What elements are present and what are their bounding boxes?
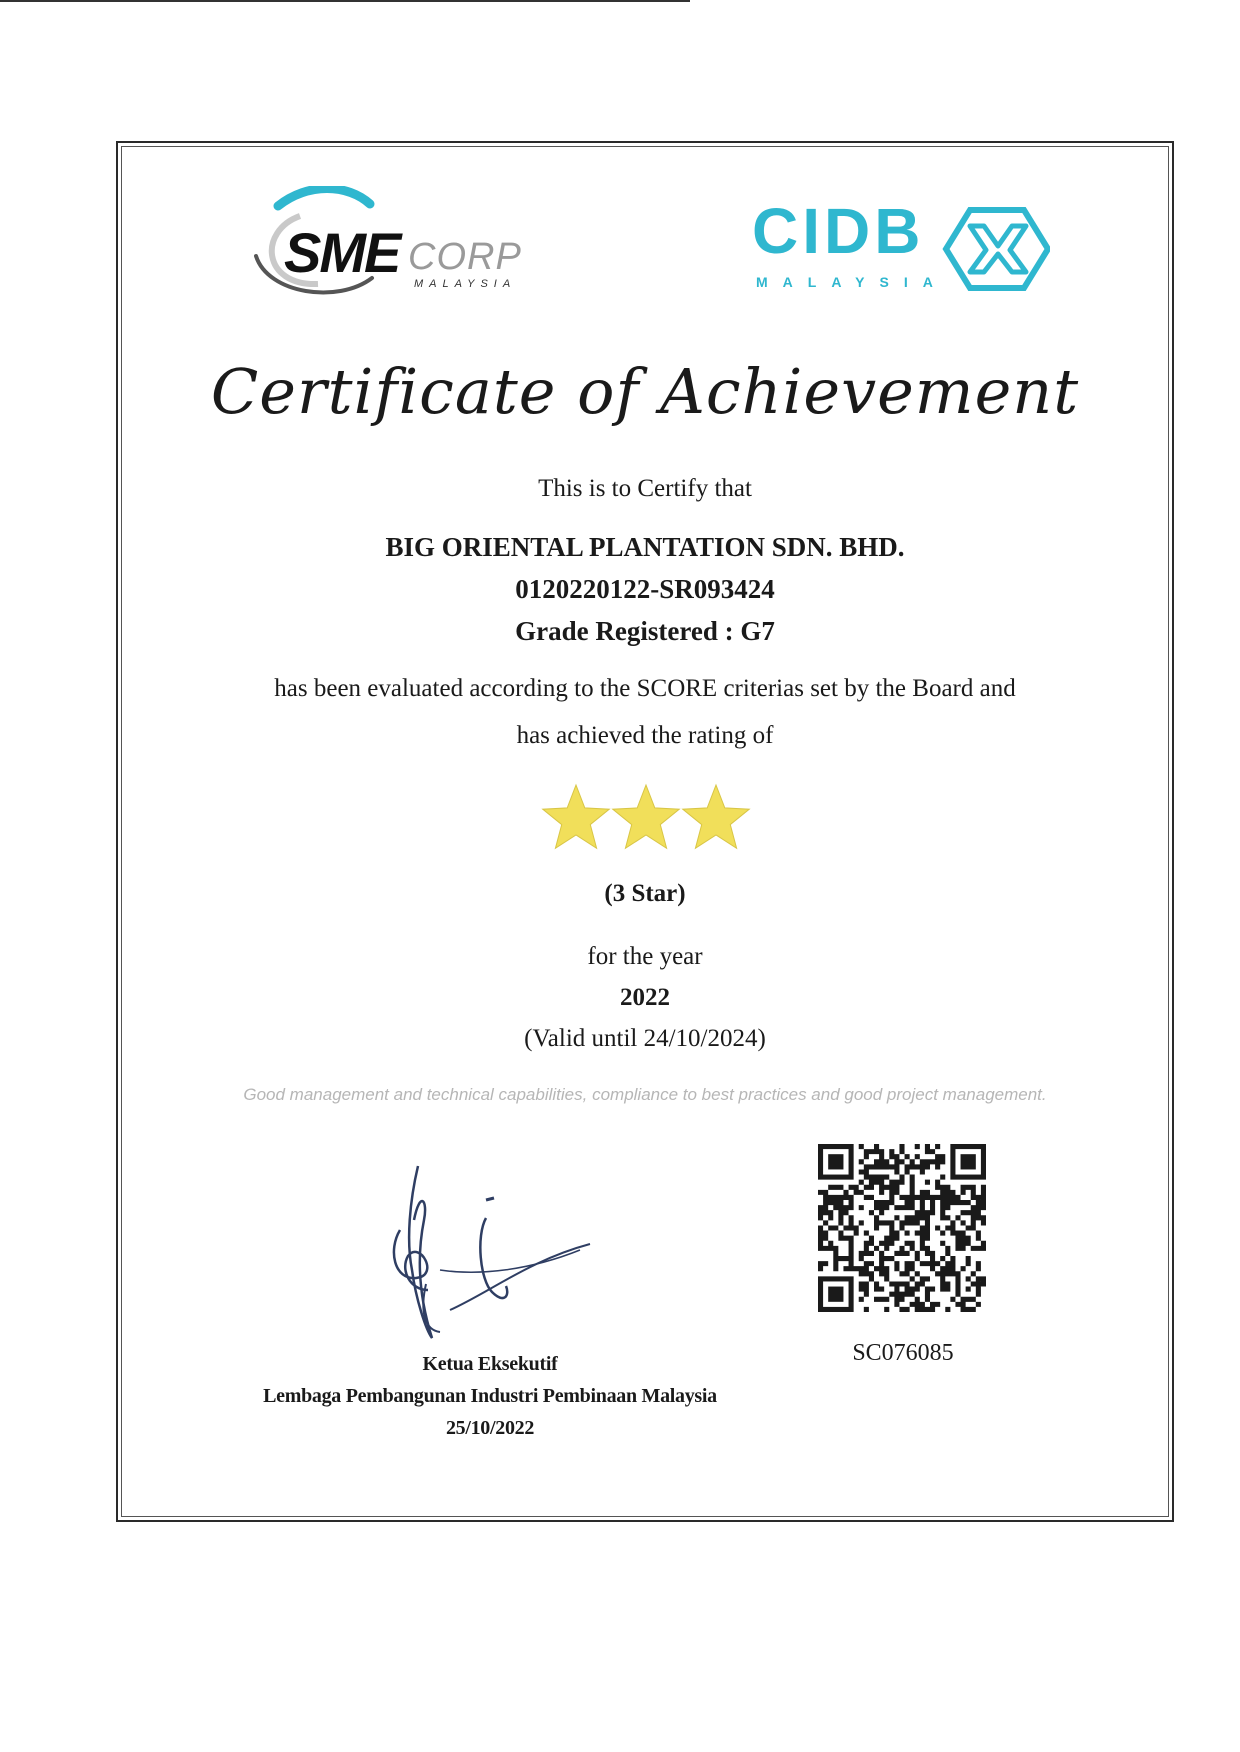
cidb-hexagon-icon [940, 206, 1050, 292]
signature-date: 25/10/2022 [445, 1417, 535, 1439]
smecorp-country: MALAYSIA [414, 278, 517, 290]
qr-code [818, 1144, 986, 1312]
star-rating [540, 782, 752, 854]
cidb-wordmark: CIDB [752, 195, 925, 267]
cidb-logo [752, 195, 1062, 300]
evaluation-text-line-1: has been evaluated according to the SCORE criterias set by the Board and [274, 675, 1016, 702]
signatory-organization: Lembaga Pembangunan Industri Pembinaan Malaysia [263, 1385, 717, 1407]
smecorp-wordmark: SME [284, 221, 400, 284]
smecorp-logo [248, 186, 538, 312]
signatory-block [240, 1348, 740, 1444]
registration-number: 0120220122-SR093424 [515, 574, 775, 604]
validity-date: (Valid until 24/10/2024) [524, 1025, 766, 1052]
company-name: BIG ORIENTAL PLANTATION SDN. BHD. [385, 532, 905, 562]
certificate-serial-number: SC076085 [852, 1340, 954, 1366]
grade-registered: Grade Registered : G7 [515, 616, 775, 646]
certify-intro: This is to Certify that [538, 475, 752, 502]
star-rating-label: (3 Star) [604, 880, 686, 907]
scan-edge-line [0, 0, 690, 2]
star-icon [543, 785, 610, 848]
handwritten-signature [380, 1160, 620, 1350]
smecorp-wordmark-suffix: CORP [408, 236, 522, 278]
signatory-title: Ketua Eksekutif [422, 1353, 558, 1375]
for-the-year-label: for the year [587, 943, 703, 970]
star-icon [683, 785, 750, 848]
star-rating-graphic [540, 782, 752, 854]
star-icon [613, 785, 680, 848]
certificate-year: 2022 [620, 984, 670, 1011]
cidb-country: MALAYSIA [756, 274, 948, 290]
score-tagline: Good management and technical capabilities, compliance to best practices and good project management. [243, 1085, 1047, 1104]
certificate-title: Certificate of Achievement [210, 355, 1080, 428]
evaluation-text-line-2: has achieved the rating of [516, 722, 774, 749]
